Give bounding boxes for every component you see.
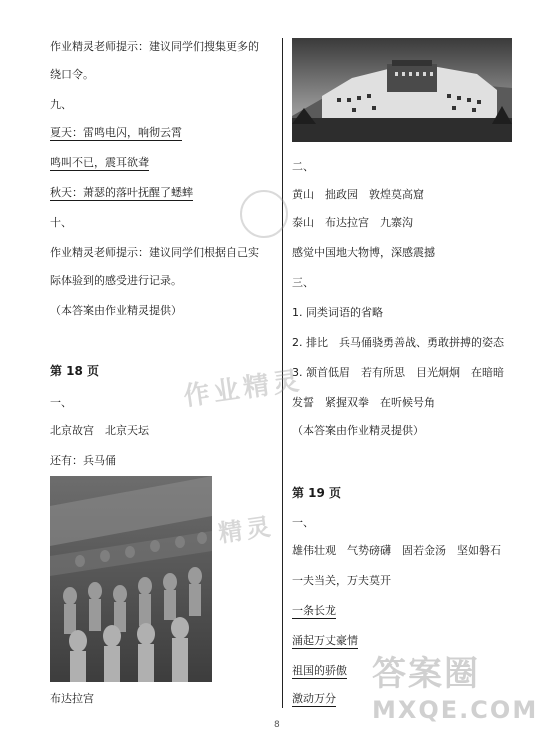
watermark-brand: 答案圈: [372, 654, 480, 694]
places-line: 北京故宫 北京天坛: [50, 424, 149, 437]
watermark-mid: 作业精灵: [181, 365, 305, 413]
potala-palace-photo: [292, 38, 512, 142]
watermark-seal: [240, 190, 288, 238]
pride-line-2: [292, 664, 347, 678]
watermark-site: MXQE.COM: [372, 696, 539, 724]
pride-line-3: [292, 692, 336, 706]
answer-item-2: 2. 排比 兵马俑骁勇善战、勇敢拼搏的姿态: [292, 336, 504, 349]
note-answer-source-left: （本答案由作业精灵提供）: [50, 304, 182, 317]
page-number: 8: [274, 720, 280, 730]
scenic-row-2: 泰山 布达拉宫 九寨沟: [292, 216, 413, 229]
watermark-mid-2: 精灵: [216, 512, 277, 548]
pride-text-3: 激动万分: [292, 692, 336, 705]
dragon-text: 一条长龙: [292, 604, 336, 617]
photo-caption: 布达拉宫: [50, 692, 94, 705]
summer-line: [50, 126, 182, 140]
summer-cont-text: 鸣叫不已，震耳欲聋: [50, 156, 149, 169]
section-two-heading: 二、: [292, 160, 314, 173]
pride-text-1: 涌起万丈豪情: [292, 634, 358, 647]
nine-heading: 九、: [50, 98, 72, 111]
section-one-heading-left: 一、: [50, 396, 72, 409]
pride-line-1: [292, 634, 358, 648]
terracotta-army-photo: [50, 476, 212, 682]
tip1-line1: 作业精灵老师提示：建议同学们搜集更多的: [50, 40, 259, 53]
idioms-line: 雄伟壮观 气势磅礴 固若金汤 坚如磐石: [292, 544, 501, 557]
ten-heading: 十、: [50, 216, 72, 229]
section-three-heading: 三、: [292, 276, 314, 289]
autumn-text: 秋天：萧瑟的落叶抚醒了蟋蟀: [50, 186, 193, 199]
note-answer-source-right: （本答案由作业精灵提供）: [292, 424, 424, 437]
also-line: 还有：兵马俑: [50, 454, 116, 467]
answer-item-3: 3. 颔首低眉 若有所思 目光炯炯 在暗暗: [292, 366, 504, 379]
summer-continuation: [50, 156, 149, 170]
autumn-line: [50, 186, 193, 200]
tip2-line2: 际体验到的感受进行记录。: [50, 274, 182, 287]
summer-text: 夏天：雷鸣电闪，响彻云霄: [50, 126, 182, 139]
answer-item-1: 1. 同类词语的省略: [292, 306, 383, 319]
answer-item-3-continuation: 发誓 紧握双拳 在听候号角: [292, 396, 435, 409]
page-19-heading: 第 19 页: [292, 486, 342, 500]
tip1-line2: 绕口令。: [50, 68, 94, 81]
dragon-line: [292, 604, 336, 618]
feeling-line: 感觉中国地大物博，深感震撼: [292, 246, 435, 259]
pass-line: 一夫当关，万夫莫开: [292, 574, 391, 587]
pride-text-2: 祖国的骄傲: [292, 664, 347, 677]
section-one-heading-right: 一、: [292, 516, 314, 529]
tip2-line1: 作业精灵老师提示：建议同学们根据自己实: [50, 246, 259, 259]
scenic-row-1: 黄山 拙政园 敦煌莫高窟: [292, 188, 424, 201]
page-18-heading: 第 18 页: [50, 364, 100, 378]
